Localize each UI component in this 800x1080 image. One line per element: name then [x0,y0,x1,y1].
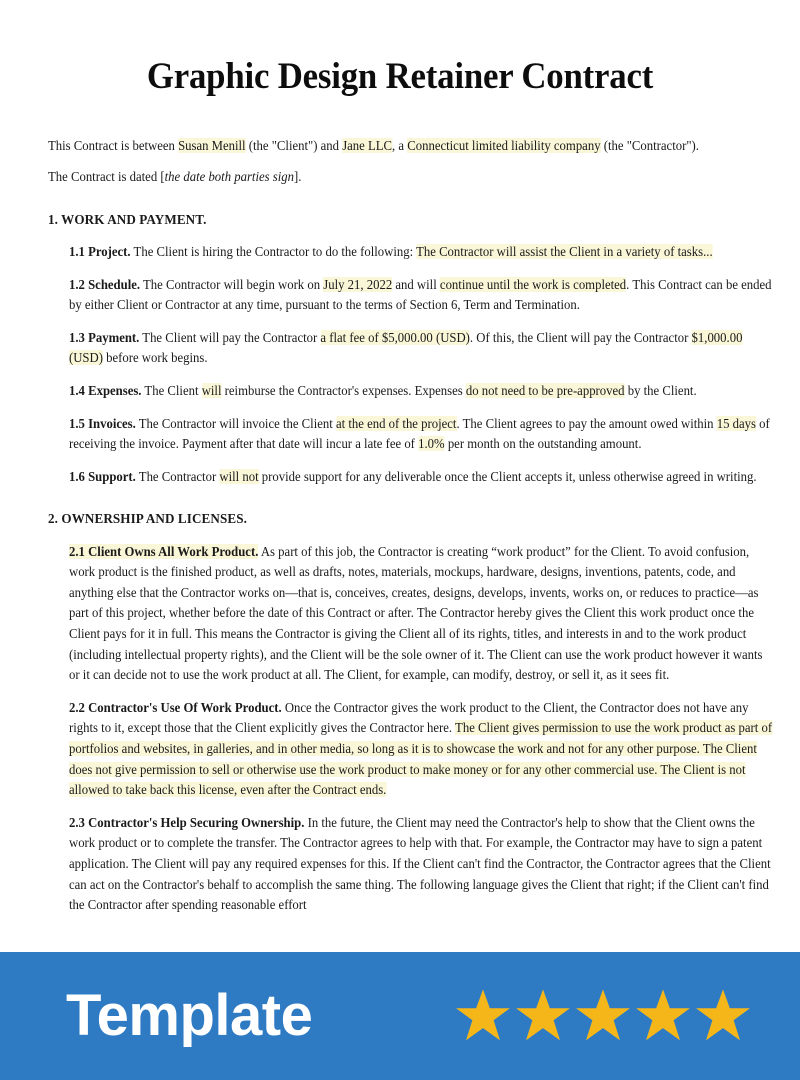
clause-1-6 [69,467,773,488]
section-heading-2: 2. OWNERSHIP AND LICENSES. [48,511,247,527]
clause-1-5-title: 1.5 Invoices. [69,415,136,431]
intro-text-3: , a [392,137,408,153]
clause-1-1-text-1: The Client is hiring the Contractor to do the following: [130,244,417,260]
clause-2-3-title: 2.3 Contractor's Help Securing Ownership. [69,814,305,830]
dated-before: The Contract is dated [ [48,169,165,185]
clause-2-1 [69,542,773,686]
clause-1-2-text-2: and will [392,276,440,292]
clause-1-5-text-2: . The Client agrees to pay the amount owed within [456,415,717,431]
clause-2-1-title: 2.1 Client Owns All Work Product. [69,543,259,559]
intro-paragraph [48,136,752,157]
star-icon [694,987,752,1045]
clause-1-5-highlight-3: 1.0% [418,436,445,452]
clause-1-4-text-3: by the Client. [624,383,697,399]
clause-2-2 [69,698,773,801]
clause-1-4-highlight-1: will [201,383,222,399]
star-icon [454,987,512,1045]
client-name-highlight: Susan Menill [178,137,246,153]
clause-1-2-text-1: The Contractor will begin work on [140,276,324,292]
clause-1-4-text-2: reimburse the Contractor's expenses. Expenses [221,383,466,399]
clause-1-5-text-4: per month on the outstanding amount. [444,436,642,452]
clause-2-2-highlight-1: The Client gives permission to use the work product as part of portfolios and websites, in galleries, and in other media, so long as it is to showcase the work and not for any other purpose. The Client does not give permission to sell or otherwise use the work product to make money or for any other commercial use. The Client is not allowed to take back this license, even after the Contract ends. [69,720,773,798]
template-banner [0,952,800,1080]
star-rating [454,987,752,1045]
clause-2-2-text-1: Once the Contractor gives the work product to the Client, the Contractor does not have any rights to it, except those that the Client explicitly gives the Contractor here. [69,699,749,736]
clause-1-3-highlight-2: $1,000.00 (USD) [69,329,743,366]
clause-2-1-text-1: As part of this job, the Contractor is creating “work product” for the Client. To avoid confusion, work product is the finished product, as well as drafts, notes, materials, mockups, hardware, designs, inventions, patents, code, and anything else that the Contractor works on—that is, conceives, creates, designs, develops, invents, works on, or reduces to practice—as part of this project, whether before the date of this Contract or after. The Contractor hereby gives the Client this work product once the Client pays for it in full. This means the Contractor is giving the Client all of its rights, titles, and interests in and to the work product (including intellectual property rights), and the Client will be the sole owner of it. The Client can use the work product however it wants or it can decide not to use the work product at all. The Client, for example, can modify, destroy, or sell it, as it sees fit. [69,543,763,683]
intro-text-lead: This Contract is between [48,137,179,153]
clause-1-3-text-1: The Client will pay the Contractor [139,329,321,345]
document-body [0,136,800,916]
entity-type-highlight: Connecticut limited liability company [407,137,601,153]
star-icon [574,987,632,1045]
clause-1-6-title: 1.6 Support. [69,468,136,484]
clause-2-2-title: 2.2 Contractor's Use Of Work Product. [69,699,282,715]
clause-1-1-title: 1.1 Project. [69,244,131,260]
intro-text-4: (the "Contractor"). [600,137,699,153]
clause-1-1 [69,242,773,263]
clause-1-6-highlight-1: will not [219,468,259,484]
page-title: Graphic Design Retainer Contract [146,56,654,97]
clause-1-5 [69,414,773,455]
clause-1-5-highlight-2: 15 days [716,415,756,431]
contractor-name-highlight: Jane LLC [342,137,393,153]
clause-1-6-text-1: The Contractor [135,468,220,484]
clause-1-3-title: 1.3 Payment. [69,329,140,345]
clause-1-6-text-2: provide support for any deliverable once the Client accepts it, unless otherwise agreed in writing. [258,468,757,484]
clause-1-5-highlight-1: at the end of the project [335,415,457,431]
clause-1-2-title: 1.2 Schedule. [69,276,141,292]
intro-text-2: (the "Client") and [245,137,343,153]
clause-1-3-text-2: . Of this, the Client will pay the Contractor [469,329,692,345]
clause-1-2-highlight-2: continue until the work is completed [439,276,627,292]
clause-1-3 [69,328,773,369]
clause-1-1-highlight-1: The Contractor will assist the Client in a variety of tasks... [416,244,713,260]
star-icon [634,987,692,1045]
clause-1-4-text-1: The Client [141,383,202,399]
clause-1-2-text-3: . This Contract can be ended by either Client or Contractor at any time, pursuant to the terms of Section 6, Term and Termination. [69,276,772,313]
clause-1-5-text-3: of receiving the invoice. Payment after that date will incur a late fee of [69,415,770,452]
clause-1-4-title: 1.4 Expenses. [69,383,142,399]
dated-after: ]. [294,169,302,185]
clause-1-5-text-1: The Contractor will invoice the Client [135,415,336,431]
clause-1-4-highlight-2: do not need to be pre-approved [465,383,625,399]
clause-2-3 [69,813,773,916]
clause-1-3-text-3: before work begins. [102,350,208,366]
section-heading-1: 1. WORK AND PAYMENT. [48,211,207,227]
clause-1-4 [69,381,773,402]
banner-label: Template [66,983,313,1048]
clause-2-3-text-1: In the future, the Client may need the Contractor's help to show that the Client owns the work product or to complete the transfer. The Contractor agrees to help with that. For example, the Contractor may have to sign a patent application. The Client will pay any required expenses for this. If the Client can't find the Contractor, the Contractor agrees that the Client can act on the Contractor's behalf to accomplish the same thing. The following language gives the Client that right; if the Client can't find the Contractor after spending reasonable effort [69,814,771,913]
star-icon [514,987,572,1045]
dated-paragraph [48,167,752,188]
dated-placeholder: the date both parties sign [164,169,295,185]
clause-1-3-highlight-1: a flat fee of $5,000.00 (USD) [320,329,470,345]
clause-1-2-highlight-1: July 21, 2022 [323,276,393,292]
clause-1-2 [69,275,773,316]
